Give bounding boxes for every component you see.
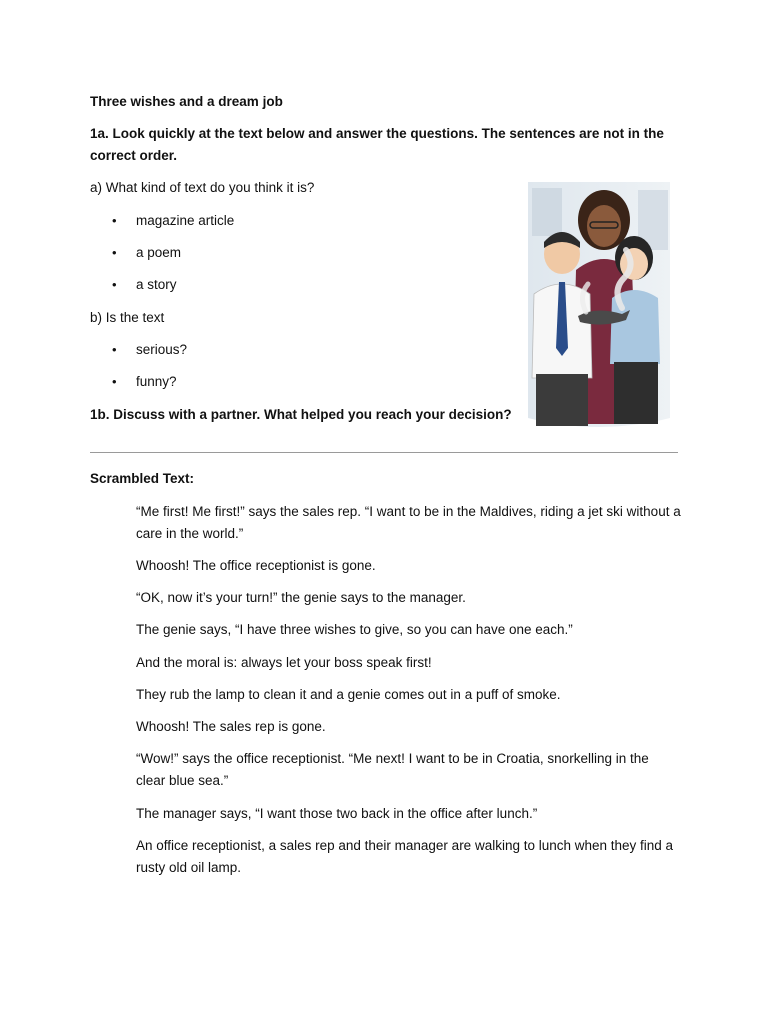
option-item: a story <box>136 277 177 292</box>
scrambled-heading: Scrambled Text: <box>90 471 195 486</box>
office-workers-genie-lamp-illustration <box>526 178 672 430</box>
sentence-item: The genie says, “I have three wishes to give, so you can have one each.” <box>136 622 573 637</box>
sentence-item: An office receptionist, a sales rep and their manager are walking to lunch when they find a rusty old oil lamp. <box>136 838 674 875</box>
page-title: Three wishes and a dream job <box>90 94 283 109</box>
sentence-item: And the moral is: always let your boss speak first! <box>136 655 432 670</box>
sentence-item: Whoosh! The office receptionist is gone. <box>136 558 376 573</box>
question-b-prompt: b) Is the text <box>90 310 165 325</box>
bullet-icon: • <box>112 245 117 260</box>
sentence-item: “Wow!” says the office receptionist. “Me next! I want to be in Croatia, snorkelling in the clear blue sea.” <box>136 751 649 788</box>
sentence-item: “Me first! Me first!” says the sales rep. “I want to be in the Maldives, riding a jet ski without a care in the world.” <box>136 504 681 541</box>
bullet-icon: • <box>112 342 117 357</box>
sentence-item: “OK, now it’s your turn!” the genie says to the manager. <box>136 590 466 605</box>
option-item: a poem <box>136 245 182 260</box>
bullet-icon: • <box>112 277 117 292</box>
sentence-item: Whoosh! The sales rep is gone. <box>136 719 326 734</box>
section-divider <box>90 452 678 453</box>
bullet-icon: • <box>112 213 117 228</box>
bullet-icon: • <box>112 374 117 389</box>
option-item: serious? <box>136 342 188 357</box>
option-item: magazine article <box>136 213 235 228</box>
sentence-item: The manager says, “I want those two back in the office after lunch.” <box>136 806 538 821</box>
option-item: funny? <box>136 374 177 389</box>
question-1b: 1b. Discuss with a partner. What helped you reach your decision? <box>90 407 512 422</box>
question-1a: 1a. Look quickly at the text below and answer the questions. The sentences are not in the correct order. <box>90 126 664 163</box>
sentence-item: They rub the lamp to clean it and a genie comes out in a puff of smoke. <box>136 687 561 702</box>
question-a-prompt: a) What kind of text do you think it is? <box>90 180 315 195</box>
